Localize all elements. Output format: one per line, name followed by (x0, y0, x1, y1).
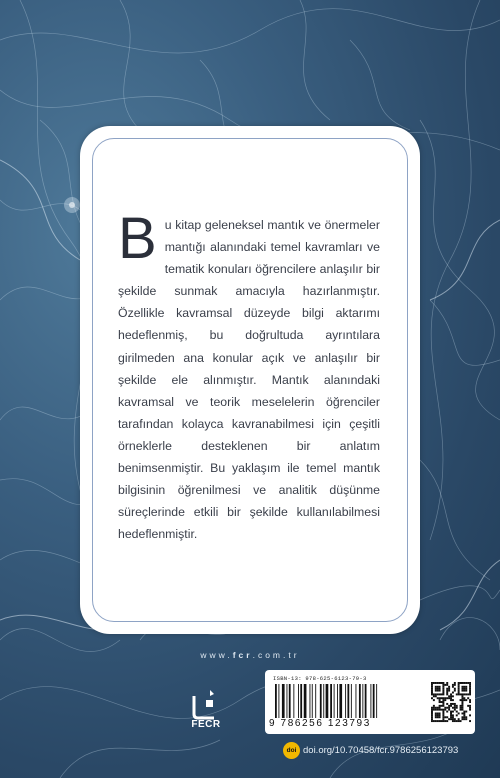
doi-link[interactable]: doi.org/10.70458/fcr.9786256123793 (303, 745, 459, 756)
back-cover-blurb (118, 206, 380, 545)
barcode-panel (265, 670, 475, 734)
barcode-icon (273, 684, 423, 718)
isbn-label: ISBN-13: 978-625-6123-79-3 (273, 675, 367, 682)
doi-icon: doi (283, 742, 300, 759)
publisher-website[interactable]: www.fcr.com.tr (200, 650, 300, 660)
drop-cap: B (118, 206, 157, 271)
barcode-number: 9 786256 123793 (269, 718, 371, 729)
qr-code-icon (431, 676, 471, 728)
blurb-text: u kitap geleneksel mantık ve önermeler mantığı alanındaki temel kavramları ve tematik konuları öğrencilere anlaşılır bir şekilde sunmak amacıyla hazırlanmıştır. Özellikle kavramsal düzeyde bilgi aktarımı hedeflenmiş, bu doğrultuda ayrıntılara girilmeden ana konular açık ve anlaşılır bir şekilde ele alınmıştır. Mantık alanındaki kavramsal ve teorik meselelerin öğrenciler tarafından kolayca kavranabilmesi için çeşitli örneklerle desteklenen bir anlatım benimsenmiştir. Bu yaklaşım ile temel mantık bilgisinin öğrenilmesi ve analitik düşünme süreçlerinde etkili bir şekilde kullanılabilmesi hedeflenmiştir. (118, 218, 380, 542)
publisher-logo-text: FECR (191, 719, 221, 730)
